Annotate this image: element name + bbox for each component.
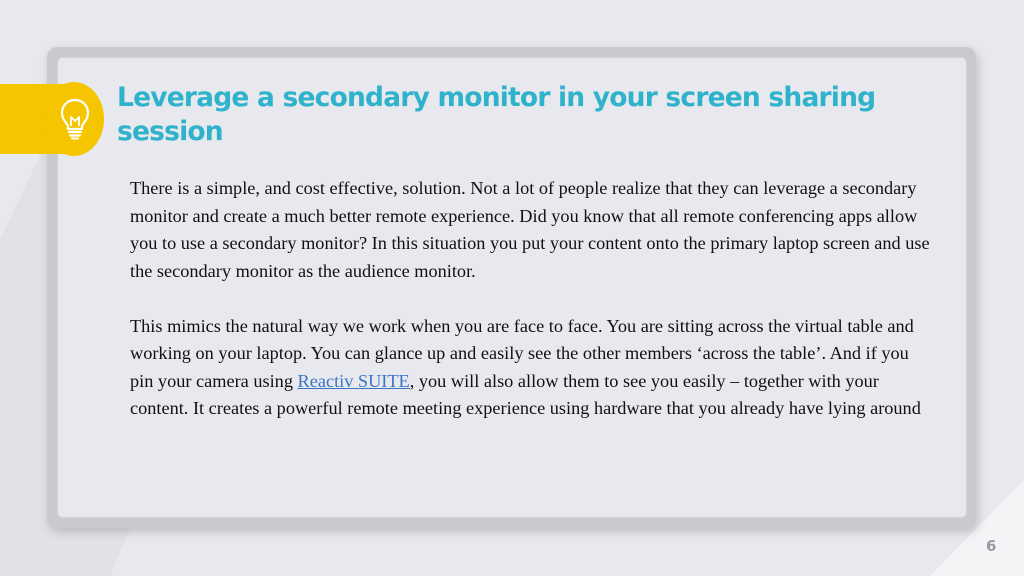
paragraph-1: There is a simple, and cost effective, solution. Not a lot of people realize that they can leverage a secondary monitor and create a much better remote experience. Did you know that all remote conferencing apps allow you to use a secondary monitor? In this situation you put your content onto the primary laptop screen and use the secondary monitor as the audience monitor.	[130, 178, 930, 281]
reactiv-suite-link[interactable]: Reactiv SUITE	[297, 370, 410, 391]
page-number: 6	[986, 537, 997, 555]
slide-title: Leverage a secondary monitor in your screen sharing session	[117, 82, 876, 147]
lightbulb-icon	[60, 98, 90, 140]
slide-body	[130, 175, 930, 423]
paragraph-2	[130, 313, 930, 423]
paragraph-2-text-start: This mimics the natural way we work when you are face to face. You are sitting across the virtual table and working on your laptop. You can glance up and easily see the other members ‘across the table’. And if you pin your camera using	[130, 315, 914, 391]
paragraph-2-text-end: , you will also allow them to see you easily – together with your content. It creates a powerful remote meeting experience using hardware that you already have lying around	[130, 370, 921, 418]
